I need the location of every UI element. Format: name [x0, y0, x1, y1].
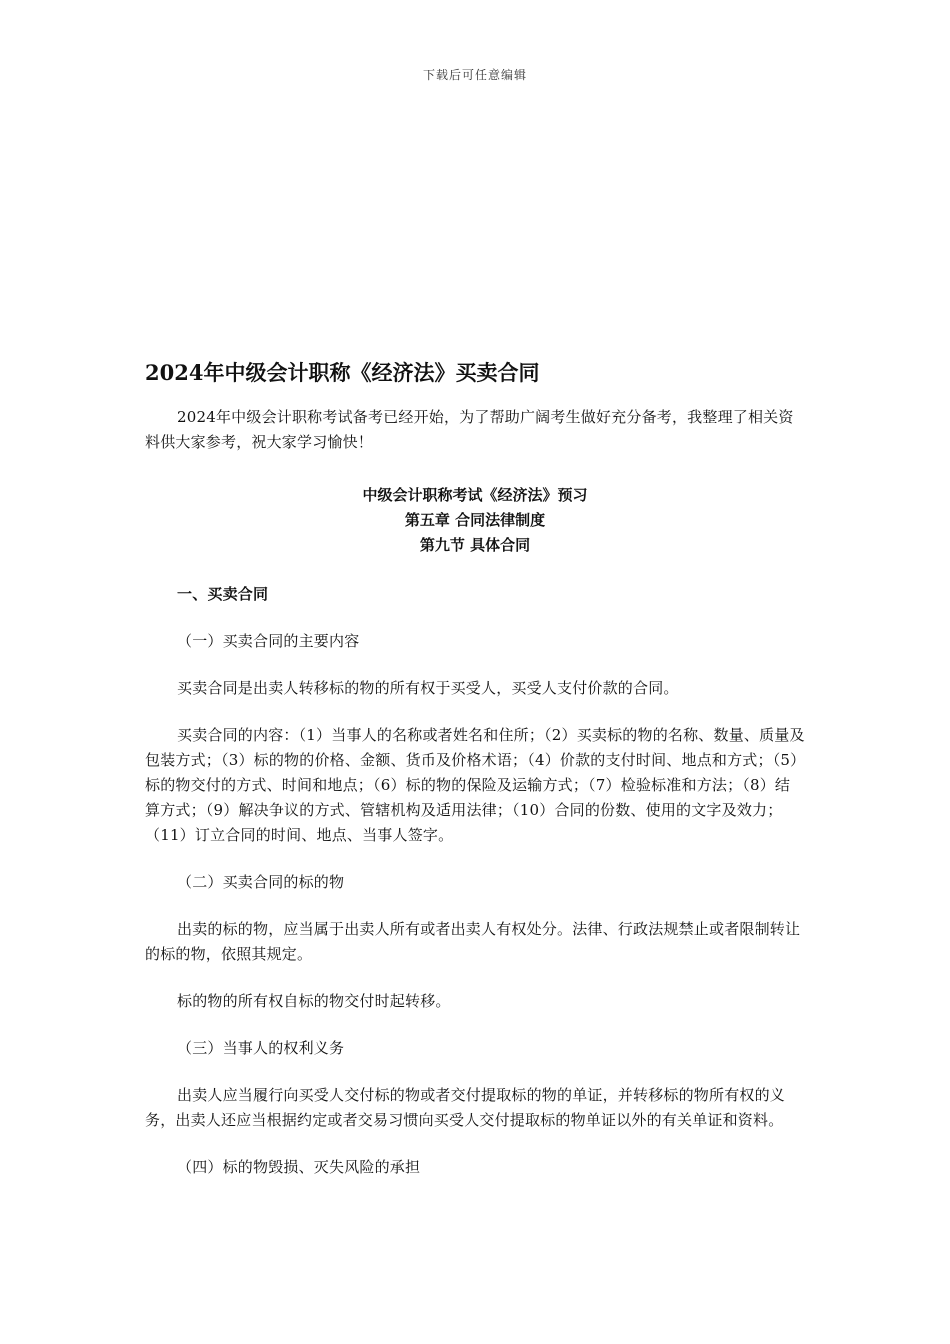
paragraph-ownership-transfer: 标的物的所有权自标的物交付时起转移。: [177, 992, 451, 1010]
watermark-text: 下载后可任意编辑: [422, 68, 527, 82]
subsection-3-title: （三）当事人的权利义务: [177, 1039, 345, 1057]
intro-paragraph: 2024年中级会计职称考试备考已经开始，为了帮助广阔考生做好充分备考，我整理了相关资料供大家参考，祝大家学习愉快！: [145, 408, 794, 451]
subsection-1-title: （一）买卖合同的主要内容: [177, 632, 360, 650]
document-title: 2024年中级会计职称《经济法》买卖合同: [145, 360, 540, 385]
heading-exam: 中级会计职称考试《经济法》预习: [362, 486, 588, 504]
heading-section: 第九节 具体合同: [419, 536, 531, 554]
paragraph-subject-matter: 出卖的标的物，应当属于出卖人所有或者出卖人有权处分。法律、行政法规禁止或者限制转让的标的物，依照其规定。: [145, 920, 801, 963]
subsection-2-title: （二）买卖合同的标的物: [177, 873, 345, 891]
heading-chapter: 第五章 合同法律制度: [404, 511, 546, 529]
document-body: [145, 405, 805, 1180]
paragraph-contents: 买卖合同的内容：（1）当事人的名称或者姓名和住所；（2）买卖标的物的名称、数量、质量及包装方式；（3）标的物的价格、金额、货币及价格术语；（4）价款的支付时间、地点和方式；（5）标的物交付的方式、时间和地点；（6）标的物的保险及运输方式；（7）检验标准和方法；（8）结算方式；（9）解决争议的方式、管辖机构及适用法律；（10）合同的份数、使用的文字及效力；（11）订立合同的时间、地点、当事人签字。: [145, 726, 805, 844]
paragraph-seller-obligations: 出卖人应当履行向买受人交付标的物或者交付提取标的物的单证，并转移标的物所有权的义务，出卖人还应当根据约定或者交易习惯向买受人交付提取标的物单证以外的有关单证和资料。: [145, 1086, 786, 1129]
paragraph-definition: 买卖合同是出卖人转移标的物的所有权于买受人，买受人支付价款的合同。: [177, 679, 679, 697]
section-title: 一、买卖合同: [177, 585, 269, 603]
subsection-4-title: （四）标的物毁损、灭失风险的承担: [177, 1158, 421, 1176]
